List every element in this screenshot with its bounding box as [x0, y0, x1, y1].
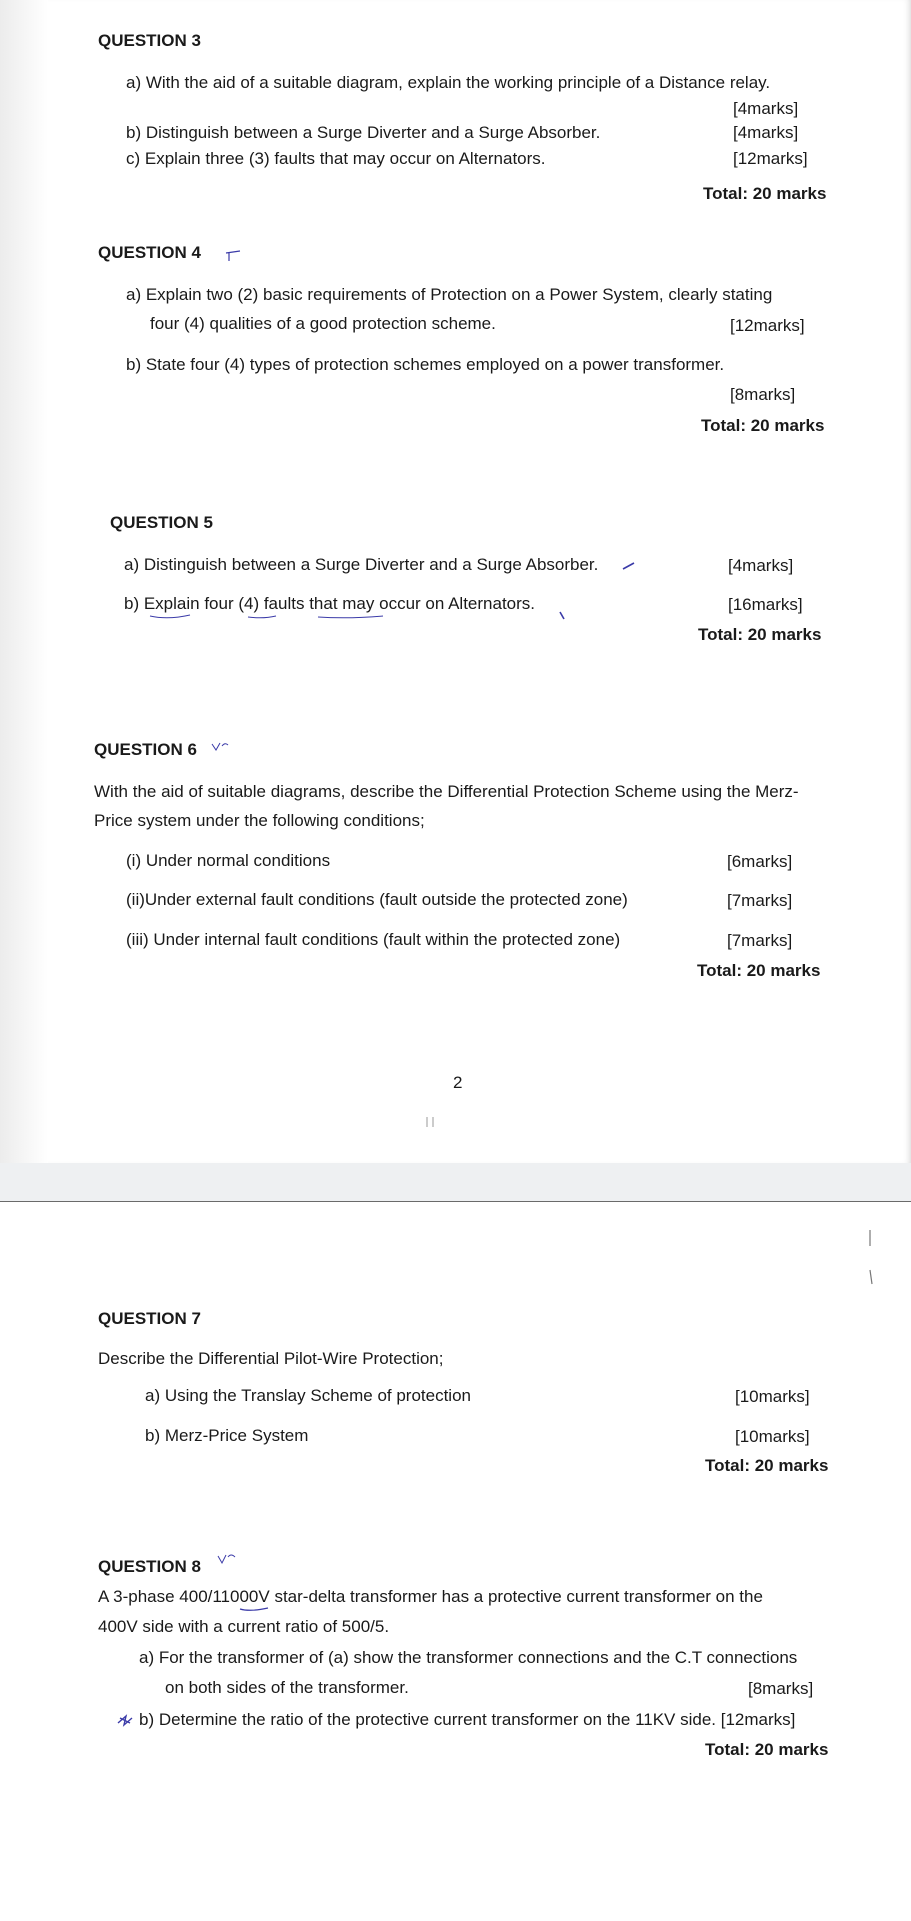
scan-speck — [424, 1115, 438, 1129]
q6-intro-line1: With the aid of suitable diagrams, describe the Differential Protection Scheme using the Merz- — [94, 782, 799, 801]
question-3-title: QUESTION 3 — [98, 31, 201, 50]
q8-part-a-marks: [8marks] — [748, 1679, 814, 1698]
pen-star-mark — [116, 1713, 136, 1727]
q6-total: Total: 20 marks — [697, 961, 821, 980]
q4-part-a-marks: [12marks] — [730, 316, 805, 335]
q5-part-b-marks: [16marks] — [728, 595, 803, 614]
scan-margin-shadow — [0, 0, 48, 1163]
question-4-title: QUESTION 4 — [98, 243, 201, 262]
q5-part-a-marks: [4marks] — [728, 556, 794, 575]
q7-part-a: a) Using the Translay Scheme of protection — [145, 1386, 471, 1405]
q3-part-a-marks: [4marks] — [733, 99, 799, 118]
q8-part-a-line2: on both sides of the transformer. — [165, 1678, 409, 1697]
q4-part-a-line1: a) Explain two (2) basic requirements of Protection on a Power System, clearly stating — [126, 285, 773, 304]
scan-edge-marks — [866, 1228, 876, 1288]
q3-total: Total: 20 marks — [703, 184, 827, 203]
q7-intro: Describe the Differential Pilot-Wire Protection; — [98, 1349, 444, 1368]
q7-part-b-marks: [10marks] — [735, 1427, 810, 1446]
q5-total: Total: 20 marks — [698, 625, 822, 644]
q7-part-a-marks: [10marks] — [735, 1387, 810, 1406]
page-separator — [0, 1163, 911, 1201]
q6-part-ii-marks: [7marks] — [727, 891, 793, 910]
exam-page-2 — [0, 1201, 911, 1921]
q5-part-a: a) Distinguish between a Surge Diverter and a Surge Absorber. — [124, 555, 599, 574]
q6-part-i-marks: [6marks] — [727, 852, 793, 871]
q4-part-b: b) State four (4) types of protection schemes employed on a power transformer. — [126, 355, 725, 374]
pen-underline — [238, 1605, 278, 1613]
q8-intro-line1: A 3-phase 400/11000V star-delta transformer has a protective current transformer on the — [98, 1587, 763, 1606]
page-number: 2 — [453, 1073, 463, 1092]
q3-part-a: a) With the aid of a suitable diagram, explain the working principle of a Distance relay. — [126, 73, 771, 92]
q3-part-c: c) Explain three (3) faults that may occur on Alternators. — [126, 149, 546, 168]
q8-part-b: b) Determine the ratio of the protective current transformer on the 11KV side. [12marks] — [139, 1710, 796, 1729]
pen-underline — [148, 610, 568, 624]
question-8-title: QUESTION 8 — [98, 1557, 201, 1576]
q7-total: Total: 20 marks — [705, 1456, 829, 1475]
q8-total: Total: 20 marks — [705, 1740, 829, 1759]
q6-part-ii: (ii)Under external fault conditions (fault outside the protected zone) — [126, 890, 628, 909]
pen-tick-mark — [224, 249, 242, 263]
q6-part-i: (i) Under normal conditions — [126, 851, 331, 870]
q7-part-b: b) Merz-Price System — [145, 1426, 309, 1445]
q3-part-b: b) Distinguish between a Surge Diverter and a Surge Absorber. — [126, 123, 601, 142]
pen-tick-mark — [210, 740, 232, 754]
q4-part-a-line2: four (4) qualities of a good protection scheme. — [150, 314, 496, 333]
q4-total: Total: 20 marks — [701, 416, 825, 435]
question-5-title: QUESTION 5 — [110, 513, 213, 532]
question-6-title: QUESTION 6 — [94, 740, 197, 759]
q3-part-b-marks: [4marks] — [733, 123, 799, 142]
q5-part-b: b) Explain four (4) faults that may occur on Alternators. — [124, 594, 536, 613]
q4-part-b-marks: [8marks] — [730, 385, 796, 404]
q6-part-iii-marks: [7marks] — [727, 931, 793, 950]
q8-intro-line2: 400V side with a current ratio of 500/5. — [98, 1617, 390, 1636]
q6-intro-line2: Price system under the following conditions; — [94, 811, 425, 830]
question-7-title: QUESTION 7 — [98, 1309, 201, 1328]
q6-part-iii: (iii) Under internal fault conditions (fault within the protected zone) — [126, 930, 621, 949]
q3-part-c-marks: [12marks] — [733, 149, 808, 168]
q8-part-a-line1: a) For the transformer of (a) show the transformer connections and the C.T connections — [139, 1648, 798, 1667]
pen-tick-mark — [622, 560, 636, 572]
pen-tick-mark — [216, 1552, 238, 1568]
